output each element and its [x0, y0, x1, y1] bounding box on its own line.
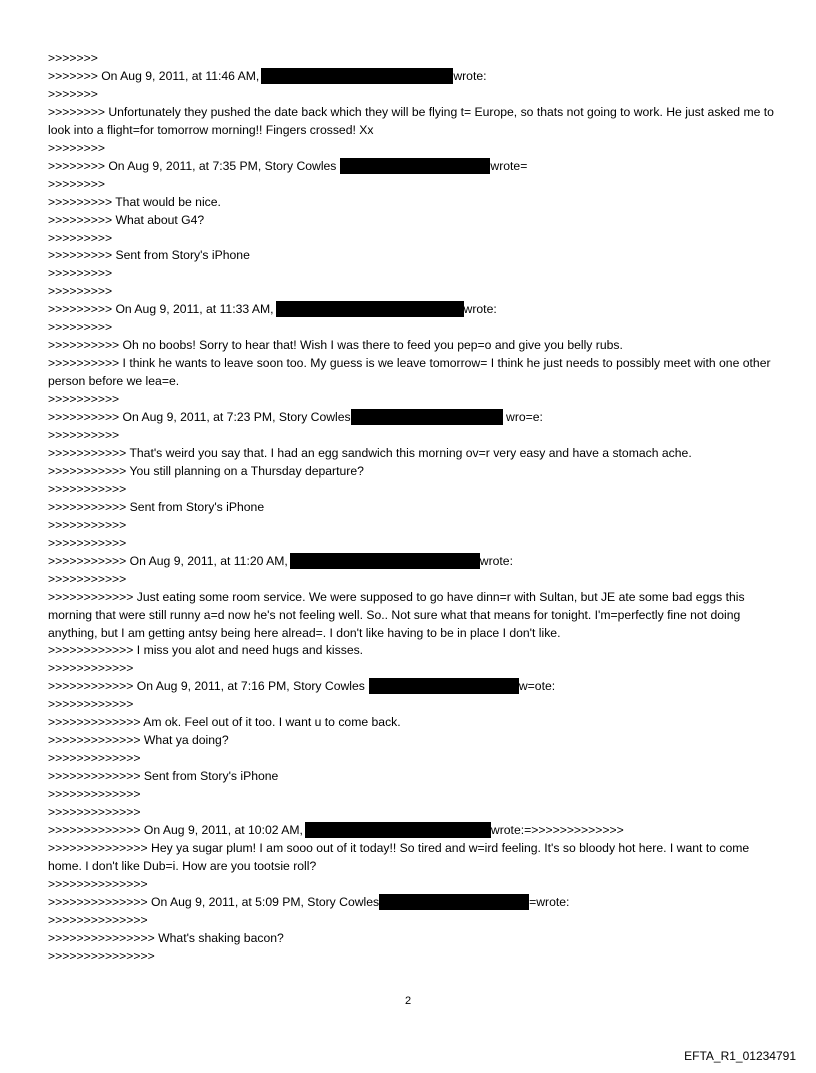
email-line: >>>>>>>>> Sent from Story's iPhone — [48, 248, 250, 263]
email-line: >>>>>>>>>>> — [48, 535, 127, 550]
header-prefix: >>>>>>>> On Aug 9, 2011, at 7:35 PM, Story Cowles — [48, 158, 337, 173]
email-line: >>>>>>>>> What about G4? — [48, 212, 205, 227]
email-line: >>>>>>>>>>> — [48, 571, 127, 586]
header-suffix: wrote: — [453, 68, 487, 83]
email-line: >>>>>>>>>>>>> — [48, 805, 141, 820]
header-suffix: wrote: — [479, 553, 513, 568]
header-suffix: wrote= — [490, 158, 528, 173]
email-header-line — [48, 158, 778, 176]
redaction-block — [379, 894, 529, 910]
email-line: >>>>>>>>>>>>>> — [48, 876, 148, 891]
email-line: >>>>>>>>>>> — [48, 481, 127, 496]
email-header-line — [48, 68, 778, 86]
redaction-block — [276, 301, 464, 317]
email-line: >>>>>>> — [48, 86, 98, 101]
header-prefix: >>>>>>>>> On Aug 9, 2011, at 11:33 AM, — [48, 302, 274, 317]
email-line: >>>>>>>>>>> Sent from Story's iPhone — [48, 499, 265, 514]
email-header-line — [48, 301, 778, 319]
email-line: >>>>>>>>>>>> Just eating some room service. We were supposed to go have dinn=r with Sultan, but JE ate some bad eggs this morning that were still runny a=d now he's not feeling well. So.. Not sure what that means for tonight. I'm=perfectly fine not doing anything, but I am getting antsy being here alread=. I don't like having to be in place I don't like. — [48, 589, 745, 640]
email-line: >>>>>>>>>> I think he wants to leave soon too. My guess is we leave tomorrow= I think he just needs to possibly meet with one other person before we lea=e. — [48, 356, 771, 389]
email-line: >>>>>>>>>>>> — [48, 661, 134, 676]
email-header-line — [48, 822, 778, 840]
header-prefix: >>>>>>>>>>>>> On Aug 9, 2011, at 10:02 AM, — [48, 822, 303, 837]
email-line: >>>>>>>>>>>>> Am ok. Feel out of it too. I want u to come back. — [48, 715, 401, 730]
email-line: >>>>>>>>>>>> I miss you alot and need hugs and kisses. — [48, 643, 364, 658]
email-header-line — [48, 553, 778, 571]
email-line: >>>>>>>>>> — [48, 428, 120, 443]
email-line: >>>>>>>> — [48, 140, 105, 155]
email-line: >>>>>>>>>>>>>>> What's shaking bacon? — [48, 930, 284, 945]
document-id-footer: EFTA_R1_01234791 — [684, 1049, 796, 1063]
email-line: >>>>>>>>>>> That's weird you say that. I had an egg sandwich this morning ov=r very easy and have a stomach ache. — [48, 445, 692, 460]
email-line: >>>>>>>>>>>>> Sent from Story's iPhone — [48, 769, 279, 784]
email-line: >>>>>>>>> — [48, 284, 113, 299]
redaction-block — [351, 409, 503, 425]
header-suffix: =wrote: — [529, 894, 570, 909]
email-line: >>>>>>>>>>> — [48, 517, 127, 532]
email-line: >>>>>>>>>>>>>> Hey ya sugar plum! I am sooo out of it today!! So tired and w=ird feeling. It's so bloody hot here. I want to come home. I don't like Dub=i. How are you tootsie roll? — [48, 840, 750, 873]
email-line: >>>>>>> — [48, 51, 98, 65]
header-prefix: >>>>>>>>>>> On Aug 9, 2011, at 11:20 AM, — [48, 553, 288, 568]
email-header-line — [48, 409, 778, 427]
email-line: >>>>>>>>>> Oh no boobs! Sorry to hear that! Wish I was there to feed you pep=o and give you belly rubs. — [48, 338, 623, 353]
email-line: >>>>>>>>>>>>> What ya doing? — [48, 733, 229, 748]
header-suffix: wro=e: — [502, 410, 543, 425]
header-prefix: >>>>>>>>>> On Aug 9, 2011, at 7:23 PM, Story Cowles — [48, 410, 351, 425]
header-suffix: wrote:=>>>>>>>>>>>>> — [490, 822, 624, 837]
email-line: >>>>>>>>> — [48, 266, 113, 281]
email-line: >>>>>>>>>>>>>> — [48, 912, 148, 927]
email-header-line — [48, 894, 778, 912]
email-line: >>>>>>>> — [48, 176, 105, 191]
email-line: >>>>>>>>>>>>>>> — [48, 948, 155, 963]
email-line: >>>>>>>>>>>>> — [48, 787, 141, 802]
email-line: >>>>>>>>>> — [48, 392, 120, 407]
email-line: >>>>>>>>>>> You still planning on a Thursday departure? — [48, 463, 364, 478]
email-line: >>>>>>>> Unfortunately they pushed the date back which they will be flying t= Europe, so thats not going to work. He just asked me to look into a flight=for tomorrow morning!! Fingers crossed! Xx — [48, 104, 774, 137]
email-line: >>>>>>>>> — [48, 320, 113, 335]
redaction-block — [261, 68, 453, 84]
header-prefix: >>>>>>> On Aug 9, 2011, at 11:46 AM, — [48, 68, 260, 83]
email-line: >>>>>>>>>>>>> — [48, 751, 141, 766]
header-suffix: wrote: — [463, 302, 497, 317]
email-line: >>>>>>>>> — [48, 230, 113, 245]
email-thread-body — [48, 50, 778, 966]
email-line: >>>>>>>>> That would be nice. — [48, 194, 221, 209]
header-prefix: >>>>>>>>>>>> On Aug 9, 2011, at 7:16 PM, Story Cowles — [48, 679, 365, 694]
page-number: 2 — [404, 995, 412, 1007]
redaction-block — [305, 822, 491, 838]
header-suffix: w=ote: — [518, 679, 556, 694]
email-line: >>>>>>>>>>>> — [48, 697, 134, 712]
redaction-block — [340, 158, 490, 174]
header-prefix: >>>>>>>>>>>>>> On Aug 9, 2011, at 5:09 PM, Story Cowles — [48, 894, 380, 909]
redaction-block — [369, 678, 519, 694]
email-header-line — [48, 678, 778, 696]
redaction-block — [290, 553, 480, 569]
